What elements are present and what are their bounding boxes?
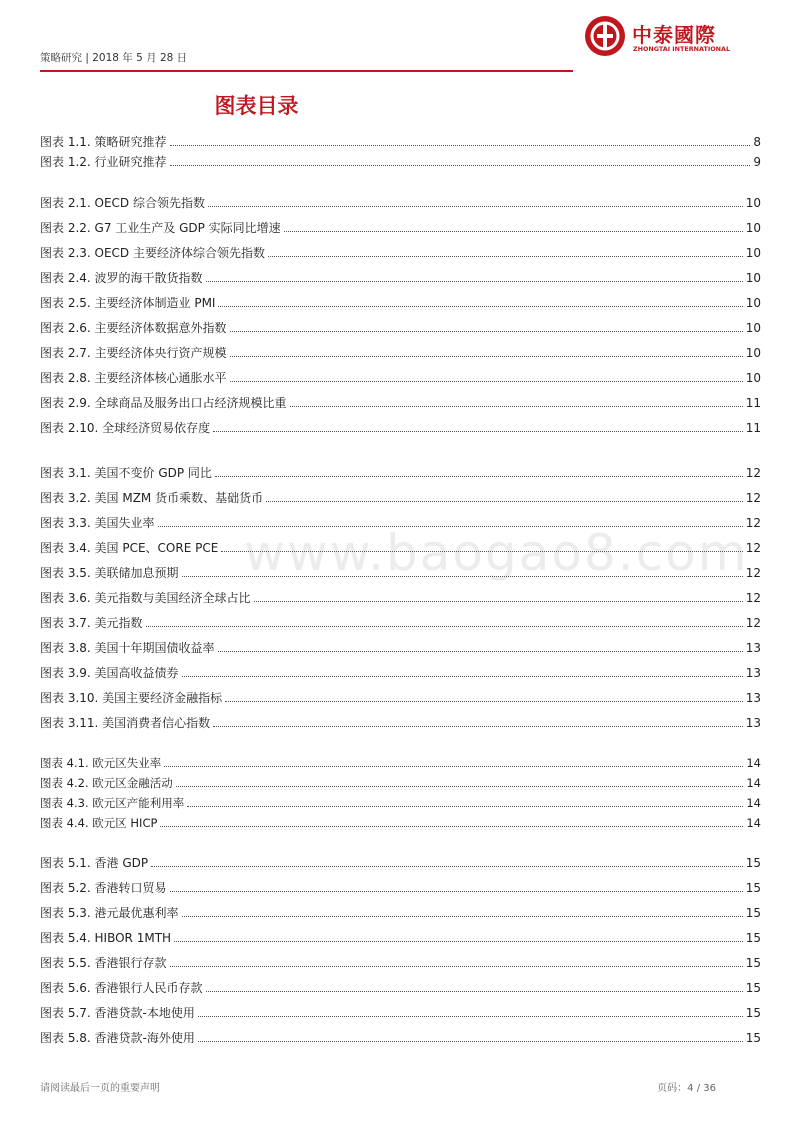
toc-leader-dots	[151, 866, 743, 867]
toc-entry-page: 8	[753, 135, 761, 149]
toc-entry[interactable]	[40, 265, 761, 285]
toc-entry-label: 图表 5.4. HIBOR 1MTH	[40, 931, 172, 945]
toc-leader-dots	[198, 1041, 743, 1042]
toc-leader-dots	[213, 726, 743, 727]
toc-entry-label: 图表 3.6. 美元指数与美国经济全球占比	[40, 591, 251, 605]
toc-entry[interactable]	[40, 875, 761, 895]
toc-entry[interactable]	[40, 390, 761, 410]
toc-entry-label: 图表 3.11. 美国消费者信心指数	[40, 716, 211, 730]
toc-leader-dots	[230, 356, 743, 357]
toc-entry-page: 15	[745, 931, 761, 945]
toc-entry[interactable]	[40, 925, 761, 945]
toc-leader-dots	[218, 651, 743, 652]
toc-entry-label: 图表 5.8. 香港贷款-海外使用	[40, 1031, 195, 1045]
toc-leader-dots	[160, 826, 743, 827]
logo-name-en: ZHONGTAI INTERNATIONAL	[633, 45, 731, 53]
toc-entry[interactable]	[40, 129, 761, 149]
toc-leader-dots	[182, 916, 743, 917]
toc-entry-page: 10	[745, 196, 761, 210]
toc-entry-label: 图表 3.5. 美联储加息预期	[40, 566, 179, 580]
toc-entry-page: 14	[746, 776, 761, 790]
toc-leader-dots	[164, 766, 743, 767]
toc-entry-label: 图表 2.4. 波罗的海干散货指数	[40, 271, 203, 285]
toc-entry-page: 14	[746, 756, 761, 770]
toc-entry-label: 图表 3.2. 美国 MZM 货币乘数、基础货币	[40, 491, 264, 505]
toc-entry-label: 图表 3.9. 美国高收益债券	[40, 666, 179, 680]
toc-entry[interactable]	[40, 950, 761, 970]
toc-entry[interactable]	[40, 610, 761, 630]
toc-entry-label: 图表 3.8. 美国十年期国债收益率	[40, 641, 215, 655]
toc-entry-page: 15	[745, 856, 761, 870]
toc-entry-label: 图表 3.4. 美国 PCE、CORE PCE	[40, 541, 219, 555]
toc-entry-label: 图表 4.1. 欧元区失业率	[40, 756, 162, 770]
toc-entry-label: 图表 5.3. 港元最优惠利率	[40, 906, 179, 920]
toc-entry-page: 14	[746, 816, 761, 830]
toc-entry-label: 图表 3.10. 美国主要经济金融指标	[40, 691, 223, 705]
toc-entry-label: 图表 4.3. 欧元区产能利用率	[40, 796, 185, 810]
toc-entry-label: 图表 2.10. 全球经济贸易依存度	[40, 421, 211, 435]
toc-leader-dots	[221, 551, 742, 552]
toc-entry-label: 图表 2.8. 主要经济体核心通胀水平	[40, 371, 227, 385]
toc-entry-label: 图表 5.5. 香港银行存款	[40, 956, 167, 970]
toc-entry[interactable]	[40, 585, 761, 605]
toc-leader-dots	[198, 1016, 743, 1017]
toc-entry-page: 15	[745, 981, 761, 995]
toc-leader-dots	[230, 381, 743, 382]
toc-entry-label: 图表 1.2. 行业研究推荐	[40, 155, 167, 169]
toc-entry[interactable]	[40, 685, 761, 705]
toc-leader-dots	[290, 406, 743, 407]
toc-leader-dots	[182, 676, 743, 677]
footer-page-number: 页码：4 / 36	[657, 1083, 716, 1094]
toc-entry[interactable]	[40, 810, 761, 830]
toc-entry-label: 图表 3.7. 美元指数	[40, 616, 143, 630]
toc-entry-label: 图表 1.1. 策略研究推荐	[40, 135, 167, 149]
toc-entry-page: 10	[745, 346, 761, 360]
toc-entry-page: 10	[745, 296, 761, 310]
toc-leader-dots	[170, 165, 751, 166]
toc-entry-page: 10	[745, 246, 761, 260]
toc-entry-label: 图表 2.7. 主要经济体央行资产规模	[40, 346, 227, 360]
toc-entry-page: 12	[745, 516, 761, 530]
toc-entry-page: 12	[745, 616, 761, 630]
toc-entry[interactable]	[40, 290, 761, 310]
toc-leader-dots	[206, 991, 743, 992]
toc-entry[interactable]	[40, 560, 761, 580]
toc-entry-label: 图表 3.3. 美国失业率	[40, 516, 155, 530]
toc-entry-label: 图表 2.9. 全球商品及服务出口占经济规模比重	[40, 396, 287, 410]
toc-entry[interactable]	[40, 535, 761, 555]
toc-entry-page: 10	[745, 321, 761, 335]
toc-leader-dots	[174, 941, 743, 942]
toc-leader-dots	[254, 601, 743, 602]
toc-entry[interactable]	[40, 485, 761, 505]
toc-entry[interactable]	[40, 149, 761, 169]
toc-entry-page: 13	[745, 666, 761, 680]
toc-entry-page: 13	[745, 691, 761, 705]
toc-entry-label: 图表 5.7. 香港贷款-本地使用	[40, 1006, 195, 1020]
toc-leader-dots	[215, 476, 743, 477]
toc-leader-dots	[284, 231, 743, 232]
toc-entry-page: 15	[745, 1031, 761, 1045]
toc-entry[interactable]	[40, 975, 761, 995]
toc-entry-page: 11	[745, 396, 761, 410]
toc-leader-dots	[268, 256, 743, 257]
toc-entry-page: 10	[745, 221, 761, 235]
toc-entry-page: 12	[745, 591, 761, 605]
toc-entry-page: 15	[745, 1006, 761, 1020]
toc-entry[interactable]	[40, 365, 761, 385]
toc-entry-label: 图表 4.2. 欧元区金融活动	[40, 776, 173, 790]
toc-entry[interactable]	[40, 340, 761, 360]
toc-entry-page: 12	[745, 466, 761, 480]
logo-name-cn: 中泰國際	[632, 23, 716, 47]
zhongtai-logo-icon	[583, 14, 627, 58]
toc-entry[interactable]	[40, 460, 761, 480]
toc-leader-dots	[170, 145, 751, 146]
toc-leader-dots	[218, 306, 742, 307]
toc-entry[interactable]	[40, 510, 761, 530]
toc-entry-page: 10	[745, 271, 761, 285]
toc-entry-page: 10	[745, 371, 761, 385]
toc-leader-dots	[146, 626, 743, 627]
toc-entry-label: 图表 5.2. 香港转口贸易	[40, 881, 167, 895]
toc-leader-dots	[213, 431, 743, 432]
toc-leader-dots	[170, 966, 743, 967]
toc-leader-dots	[208, 206, 743, 207]
toc-leader-dots	[266, 501, 743, 502]
toc-entry-label: 图表 2.3. OECD 主要经济体综合领先指数	[40, 246, 265, 260]
toc-entry-label: 图表 2.1. OECD 综合领先指数	[40, 196, 205, 210]
toc-entry-page: 13	[745, 641, 761, 655]
toc-leader-dots	[176, 786, 744, 787]
toc-leader-dots	[206, 281, 743, 282]
toc-leader-dots	[187, 806, 743, 807]
toc-entry[interactable]	[40, 240, 761, 260]
toc-entry-page: 13	[745, 716, 761, 730]
toc-entry-label: 图表 5.1. 香港 GDP	[40, 856, 149, 870]
toc-entry[interactable]	[40, 750, 761, 770]
toc-entry[interactable]	[40, 790, 761, 810]
toc-entry-page: 12	[745, 491, 761, 505]
toc-entry-page: 11	[745, 421, 761, 435]
toc-entry[interactable]	[40, 415, 761, 435]
watermark: www.baogao8.com	[244, 524, 749, 582]
toc-leader-dots	[225, 701, 743, 702]
toc-leader-dots	[158, 526, 743, 527]
toc-entry-page: 12	[745, 541, 761, 555]
toc-entry-label: 图表 3.1. 美国不变价 GDP 同比	[40, 466, 212, 480]
company-logo	[583, 14, 731, 60]
toc-entry-label: 图表 2.6. 主要经济体数据意外指数	[40, 321, 227, 335]
toc-entry-label: 图表 5.6. 香港银行人民币存款	[40, 981, 203, 995]
header-meta: 策略研究 | 2018 年 5 月 28 日	[40, 52, 188, 64]
toc-entry-page: 15	[745, 881, 761, 895]
toc-entry-label: 图表 2.5. 主要经济体制造业 PMI	[40, 296, 216, 310]
toc-entry[interactable]	[40, 710, 761, 730]
toc-entry-page: 9	[753, 155, 761, 169]
toc-leader-dots	[182, 576, 743, 577]
toc-entry[interactable]	[40, 660, 761, 680]
toc-entry-page: 12	[745, 566, 761, 580]
toc-title: 图表目录	[214, 94, 299, 118]
toc-entry[interactable]	[40, 900, 761, 920]
toc-leader-dots	[170, 891, 743, 892]
toc-entry[interactable]	[40, 635, 761, 655]
header-rule	[40, 70, 573, 72]
toc-entry-label: 图表 4.4. 欧元区 HICP	[40, 816, 158, 830]
toc-entry-page: 14	[746, 796, 761, 810]
toc-entry[interactable]	[40, 1000, 761, 1020]
toc-entry[interactable]	[40, 315, 761, 335]
toc-entry-page: 15	[745, 906, 761, 920]
toc-entry[interactable]	[40, 1025, 761, 1045]
toc-entry-page: 15	[745, 956, 761, 970]
footer-disclaimer: 请阅读最后一页的重要声明	[40, 1083, 160, 1094]
toc-leader-dots	[230, 331, 743, 332]
toc-entry[interactable]	[40, 190, 761, 210]
toc-entry-label: 图表 2.2. G7 工业生产及 GDP 实际同比增速	[40, 221, 281, 235]
toc-entry[interactable]	[40, 770, 761, 790]
toc-entry[interactable]	[40, 215, 761, 235]
toc-entry[interactable]	[40, 850, 761, 870]
